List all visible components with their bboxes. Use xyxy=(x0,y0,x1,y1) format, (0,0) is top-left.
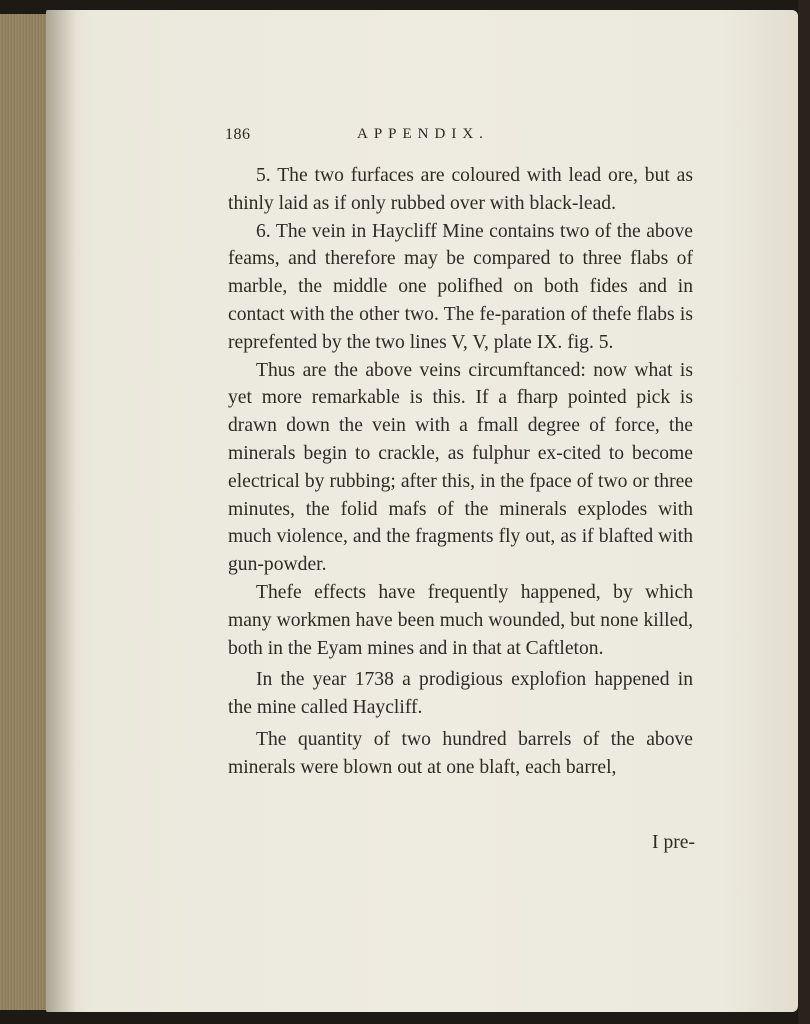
paragraph: 6. The vein in Haycliff Mine contains two of the above feams, and therefore may be compared to three flabs of marble, the middle one polifhed on both fides and in contact with the other two. The fe-paration of thefe flabs is reprefented by the two lines V, V, plate IX. fig. 5. xyxy=(228,220,693,353)
paragraph: Thus are the above veins circumftanced: now what is yet more remarkable is this. If a fharp pointed pick is drawn down the vein with a fmall degree of force, the minerals begin to crackle, as fulphur ex-cited to become electrical by rubbing; after this, in the fpace of two or three minutes, the folid mafs of the minerals explodes with much violence, and the fragments fly out, as if blafted with gun-powder. xyxy=(228,359,693,576)
page-number: 186 xyxy=(225,126,251,143)
page-block-edges xyxy=(0,14,49,1010)
paragraph: In the year 1738 a prodigious explofion happened in the mine called Haycliff. xyxy=(228,669,693,719)
catchword: I pre- xyxy=(652,832,695,853)
running-head: APPENDIX. xyxy=(357,126,489,142)
body-text xyxy=(228,162,693,782)
cover-edge xyxy=(798,0,810,1024)
paragraph: Thefe effects have frequently happened, by which many workmen have been much wounded, but none killed, both in the Eyam mines and in that at Caftleton. xyxy=(228,581,693,659)
paragraph: The quantity of two hundred barrels of the above minerals were blown out at one blaft, each barrel, xyxy=(228,728,693,778)
spine-shadow xyxy=(46,10,76,1012)
paragraph: 5. The two furfaces are coloured with lead ore, but as thinly laid as if only rubbed over with black-lead. xyxy=(228,165,693,214)
page-header xyxy=(225,126,690,150)
